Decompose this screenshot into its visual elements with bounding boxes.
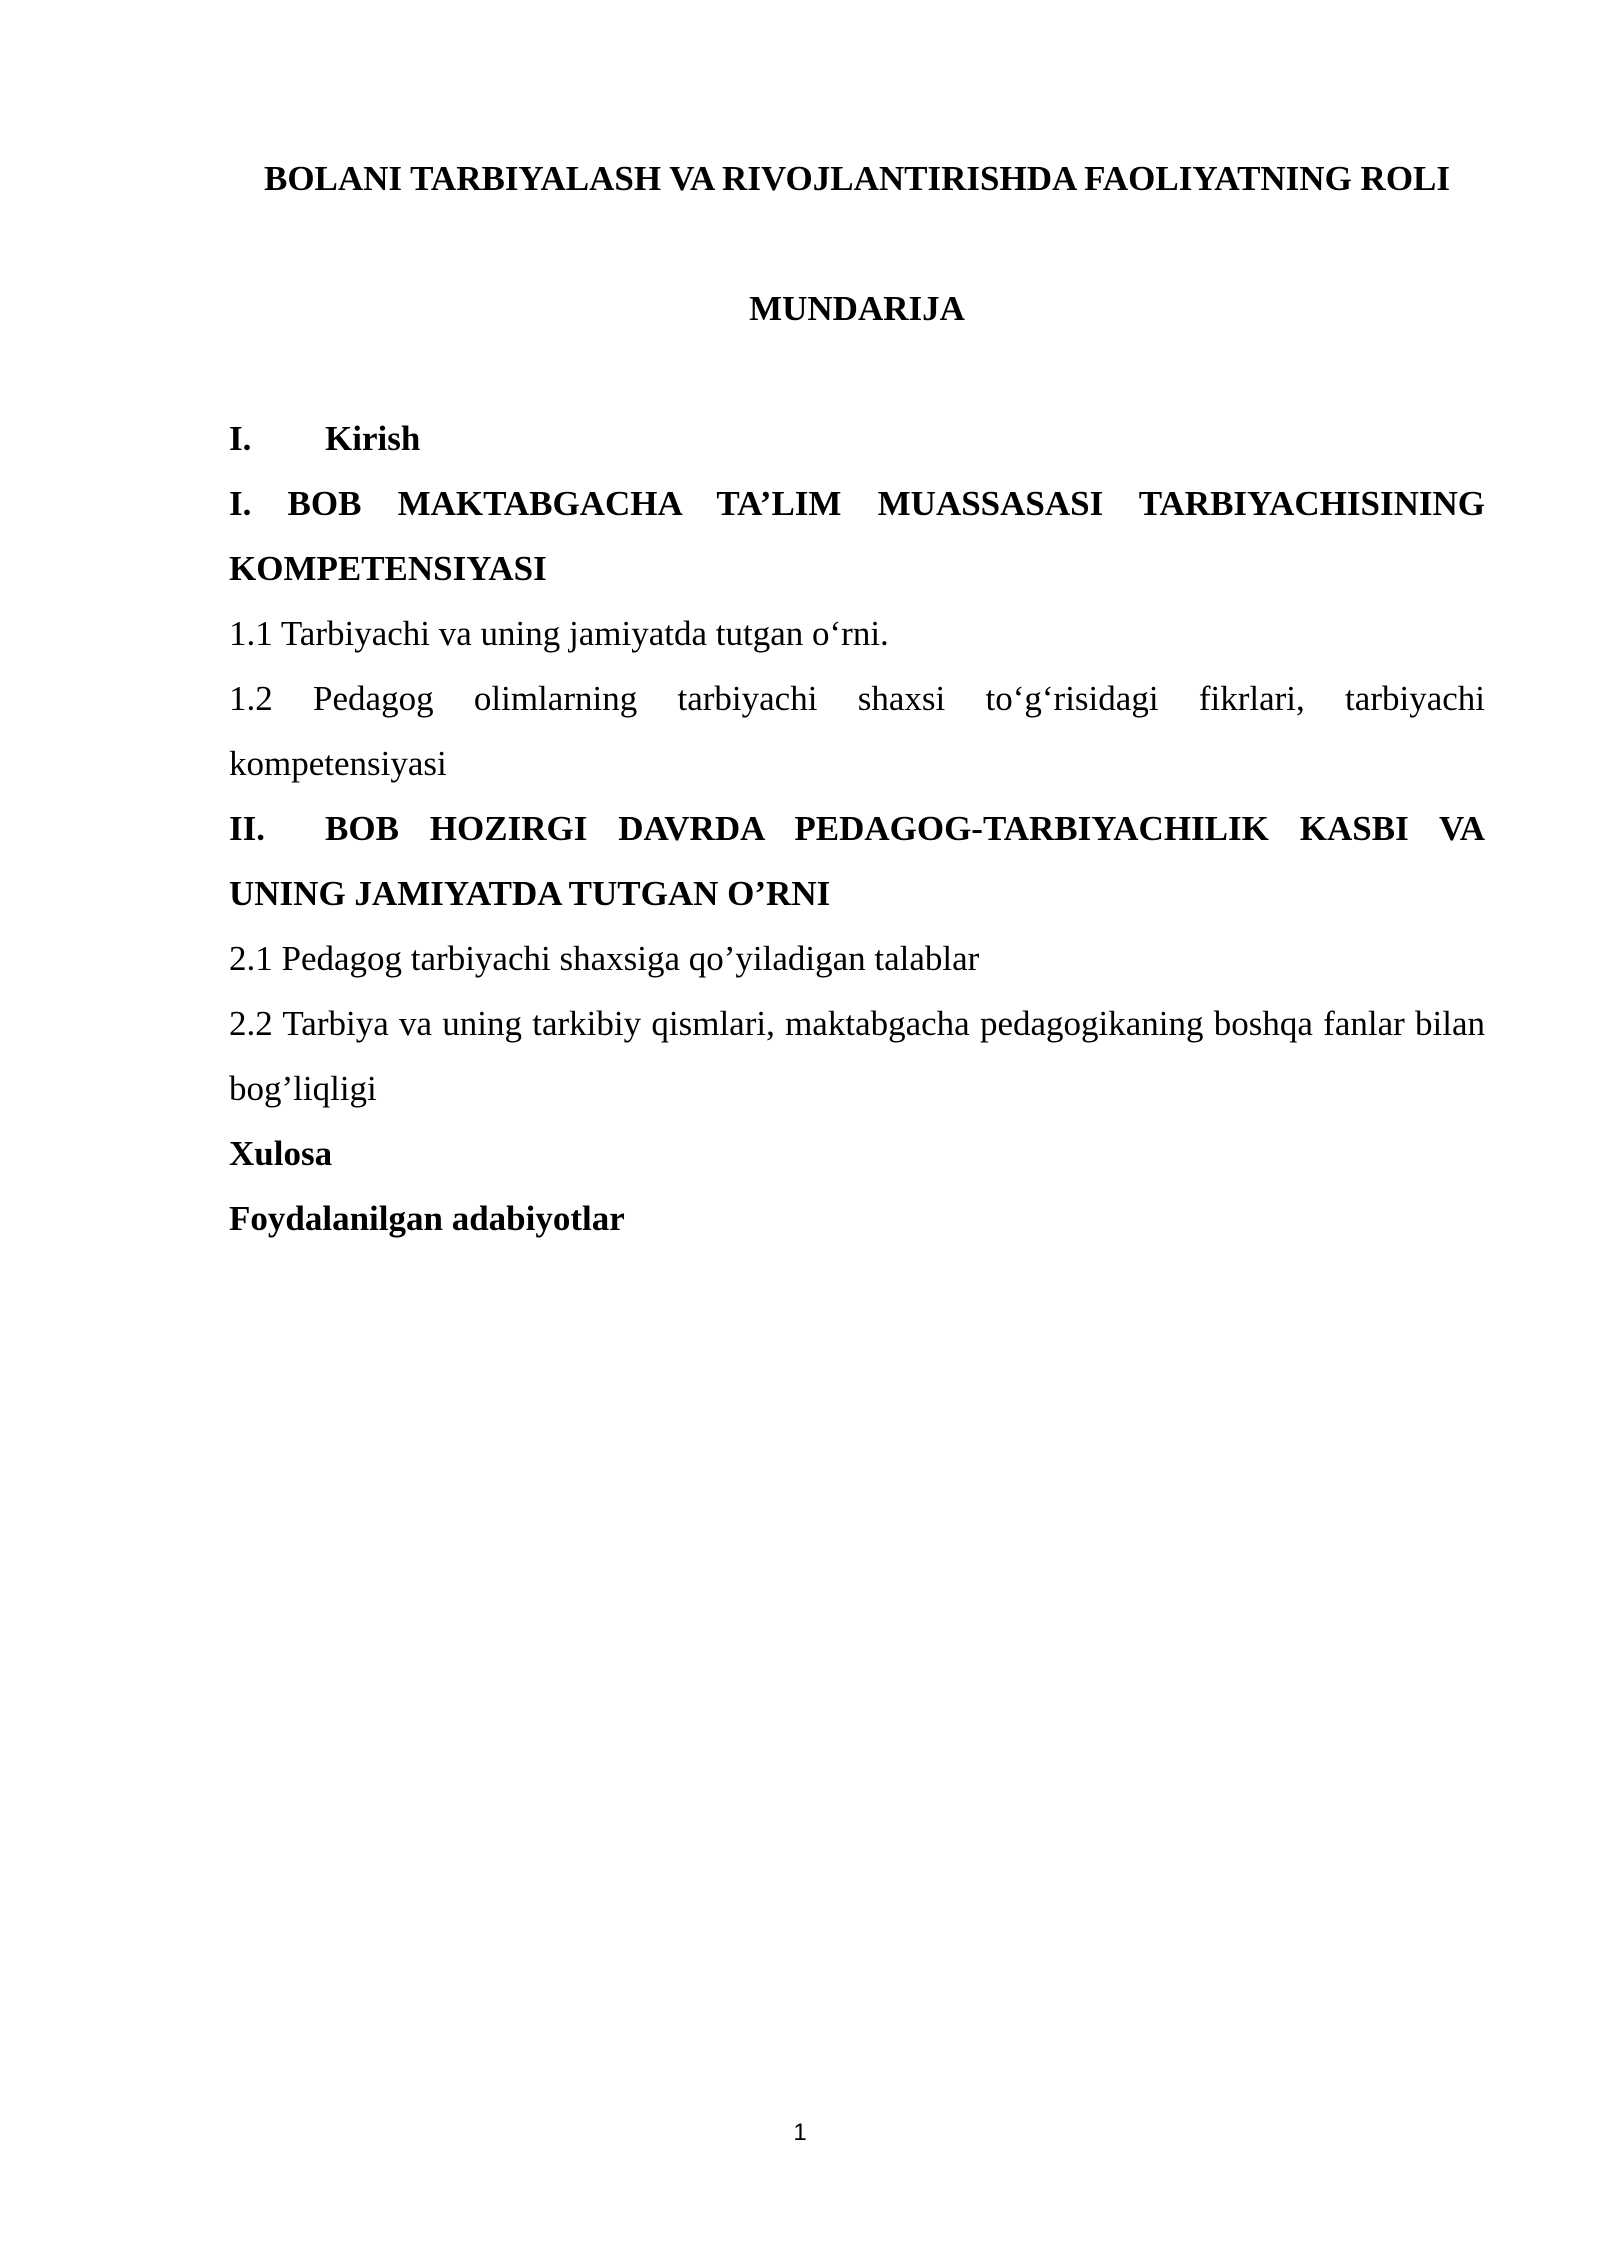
- toc-entry-section-2-1: [229, 926, 1485, 991]
- toc-entry-conclusion: [229, 1121, 1485, 1186]
- toc-entry-introduction: [229, 406, 1485, 471]
- toc-entry-number: I.: [229, 419, 252, 458]
- toc-entry-text: I. BOB MAKTABGACHA TA’LIM MUASSASASI TARBIYACHISINING KOMPETENSIYASI: [229, 484, 1485, 588]
- toc-entry-number: II.: [229, 809, 265, 848]
- toc-entry-text: 1.1 Tarbiyachi va uning jamiyatda tutgan o‘rni.: [229, 614, 889, 653]
- toc-entry-chapter-1: [229, 471, 1485, 601]
- toc-heading: MUNDARIJA: [749, 289, 965, 328]
- toc-entry-section-2-2: [229, 991, 1485, 1121]
- toc-entry-references: [229, 1186, 1485, 1251]
- document-title: BOLANI TARBIYALASH VA RIVOJLANTIRISHDA FAOLIYATNING ROLI: [263, 159, 1451, 198]
- toc-entry-text: Foydalanilgan adabiyotlar: [229, 1199, 625, 1238]
- page-content: [229, 146, 1485, 1251]
- toc-entry-section-1-2: [229, 666, 1485, 796]
- toc-entry-section-1-1: [229, 601, 1485, 666]
- toc-entry-chapter-2: [229, 796, 1485, 926]
- page-number: 1: [793, 2119, 807, 2146]
- table-of-contents: [229, 406, 1485, 1251]
- toc-entry-text: 2.1 Pedagog tarbiyachi shaxsiga qo’yiladigan talablar: [229, 939, 980, 978]
- toc-entry-text: 2.2 Tarbiya va uning tarkibiy qismlari, maktabgacha pedagogikaning boshqa fanlar bilan bog’liqligi: [229, 1004, 1485, 1108]
- toc-entry-text: BOB HOZIRGI DAVRDA PEDAGOG-TARBIYACHILIK KASBI VA UNING JAMIYATDA TUTGAN O’RNI: [229, 809, 1485, 913]
- toc-entry-text: Kirish: [325, 419, 421, 458]
- toc-entry-text: 1.2 Pedagog olimlarning tarbiyachi shaxsi to‘g‘risidagi fikrlari, tarbiyachi kompetensiyasi: [229, 679, 1485, 783]
- toc-entry-text: Xulosa: [229, 1134, 333, 1173]
